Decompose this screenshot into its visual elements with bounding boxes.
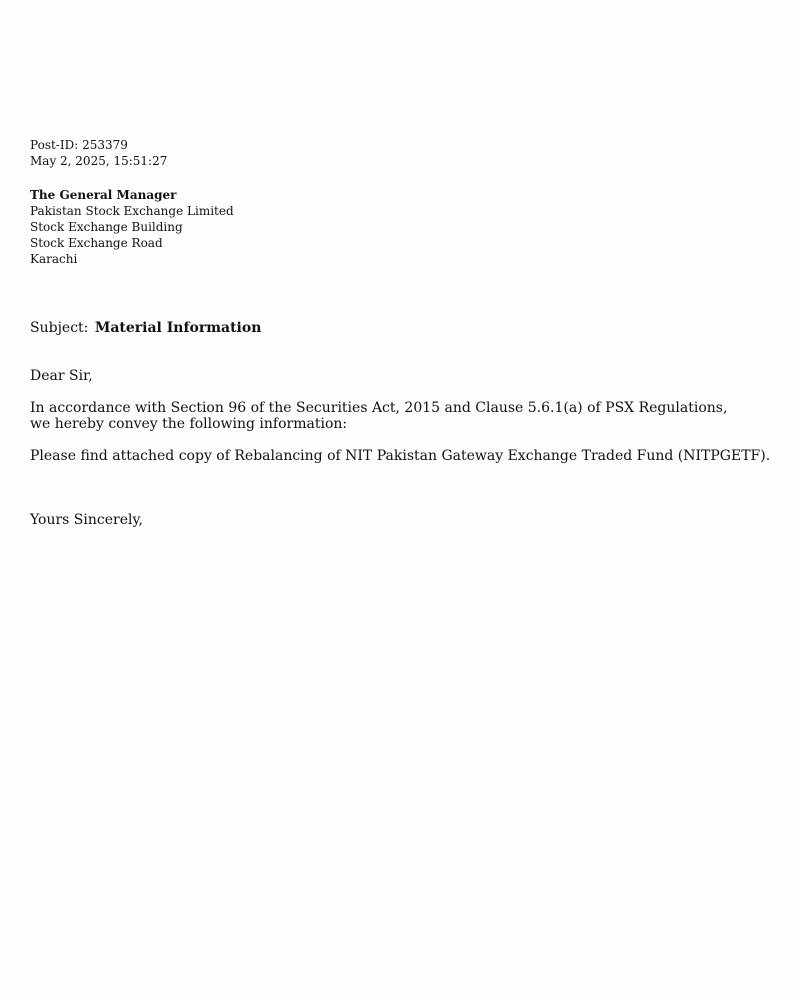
post-timestamp: May 2, 2025, 15:51:27 (30, 154, 168, 168)
subject-label: Subject: (30, 320, 89, 336)
paragraph-regulation-line-1: In accordance with Section 96 of the Securities Act, 2015 and Clause 5.6.1(a) of PSX Regulations, (30, 400, 728, 416)
letter-meta (30, 137, 770, 169)
letter-body (30, 368, 770, 528)
letter-document (30, 137, 770, 528)
paragraph-regulation-line-2: we hereby convey the following information: (30, 416, 348, 432)
salutation: Dear Sir, (30, 368, 93, 384)
paragraph-regulation (30, 400, 770, 432)
address-line-3: Stock Exchange Road (30, 236, 163, 250)
address-line-4: Karachi (30, 252, 78, 266)
paragraph-attachment: Please find attached copy of Rebalancing of NIT Pakistan Gateway Exchange Traded Fund (NITPGETF). (30, 448, 771, 464)
post-id: Post-ID: 253379 (30, 138, 128, 152)
subject-value: Material Information (94, 320, 262, 336)
subject-line (30, 319, 770, 337)
recipient-title: The General Manager (30, 188, 177, 202)
address-line-2: Stock Exchange Building (30, 220, 183, 234)
recipient-address (30, 187, 770, 267)
address-line-1: Pakistan Stock Exchange Limited (30, 204, 234, 218)
closing: Yours Sincerely, (30, 512, 143, 528)
